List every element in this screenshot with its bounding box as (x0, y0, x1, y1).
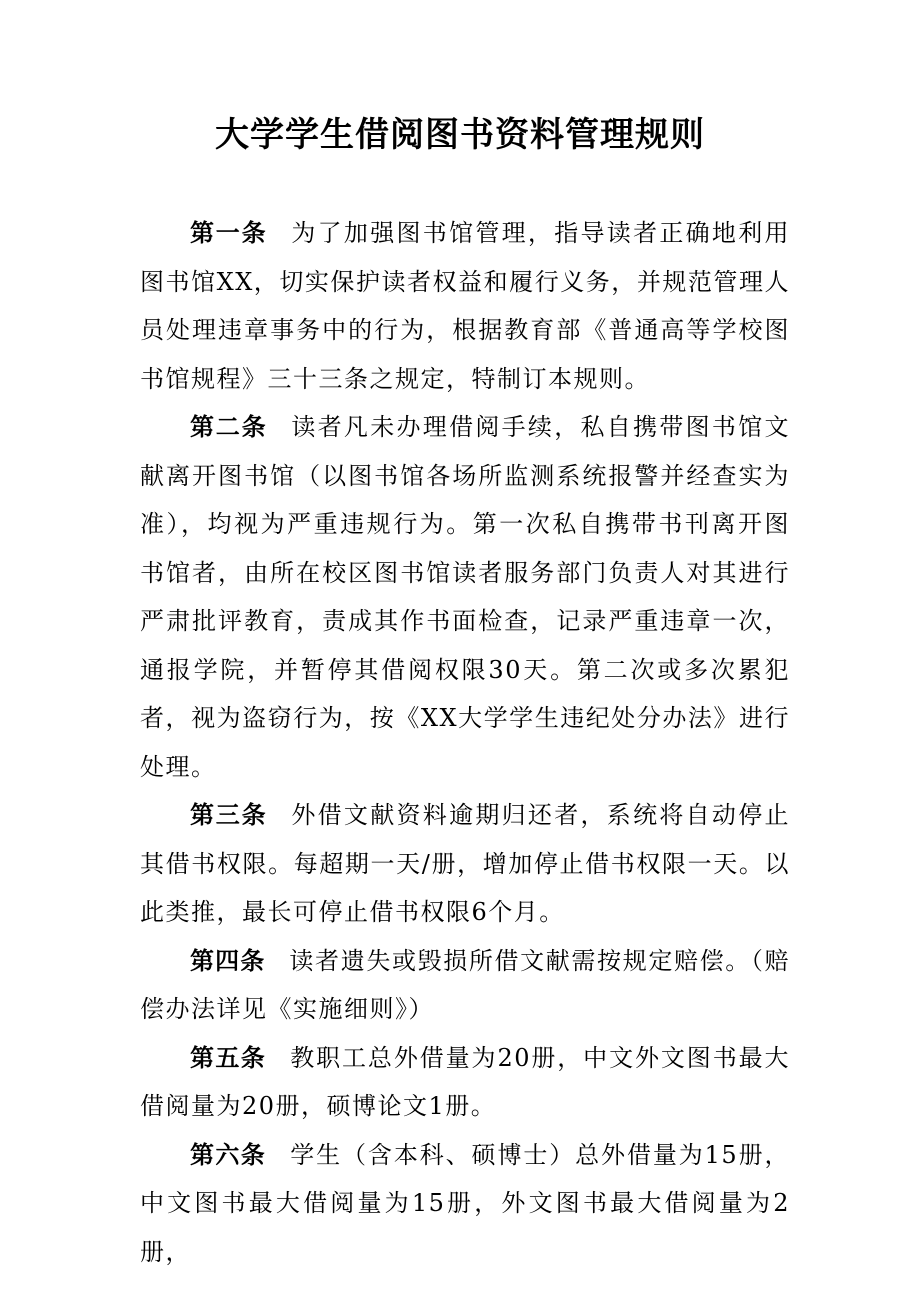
article-3 (140, 791, 790, 937)
article-text: 为了加强图书馆管理，指导读者正确地利用图书馆XX，切实保护读者权益和履行义务，并规范管理人员处理违章事务中的行为，根据教育部《普通高等学校图书馆规程》三十三条之规定，特制订本规则。 (140, 219, 791, 393)
article-text: 读者凡未办理借阅手续，私自携带图书馆文献离开图书馆（以图书馆各场所监测系统报警并经查实为准），均视为严重违规行为。第一次私自携带书刊离开图书馆者，由所在校区图书馆读者服务部门负责人对其进行严肃批评教育，责成其作书面检查，记录严重违章一次，通报学院，并暂停其借阅权限30天。第二次或多次累犯者，视为盗窃行为，按《XX大学学生违纪处分办法》进行处理。 (140, 413, 791, 781)
article-text: 教职工总外借量为20册，中文外文图书最大借阅量为20册，硕博论文1册。 (140, 1043, 791, 1120)
article-2 (140, 403, 790, 791)
document-title: 大学学生借阅图书资料管理规则 (215, 115, 705, 155)
article-label: 第三条 (190, 801, 268, 829)
article-text: 读者遗失或毁损所借文献需按规定赔偿。（赔偿办法详见《实施细则》） (140, 946, 791, 1023)
article-6 (140, 1131, 790, 1277)
article-label: 第一条 (190, 219, 268, 247)
article-1 (140, 209, 790, 403)
article-text: 外借文献资料逾期归还者，系统将自动停止其借书权限。每超期一天/册，增加停止借书权限一天。以此类推，最长可停止借书权限6个月。 (140, 801, 791, 926)
article-label: 第五条 (190, 1043, 267, 1072)
article-label: 第四条 (190, 946, 266, 975)
article-label: 第二条 (190, 413, 268, 441)
article-text: 学生（含本科、硕博士）总外借量为15册，中文图书最大借阅量为15册，外文图书最大借阅量为2册， (140, 1140, 791, 1266)
article-4 (140, 937, 790, 1034)
document-body (140, 209, 790, 1276)
article-5 (140, 1034, 790, 1131)
article-label: 第六条 (190, 1140, 267, 1169)
